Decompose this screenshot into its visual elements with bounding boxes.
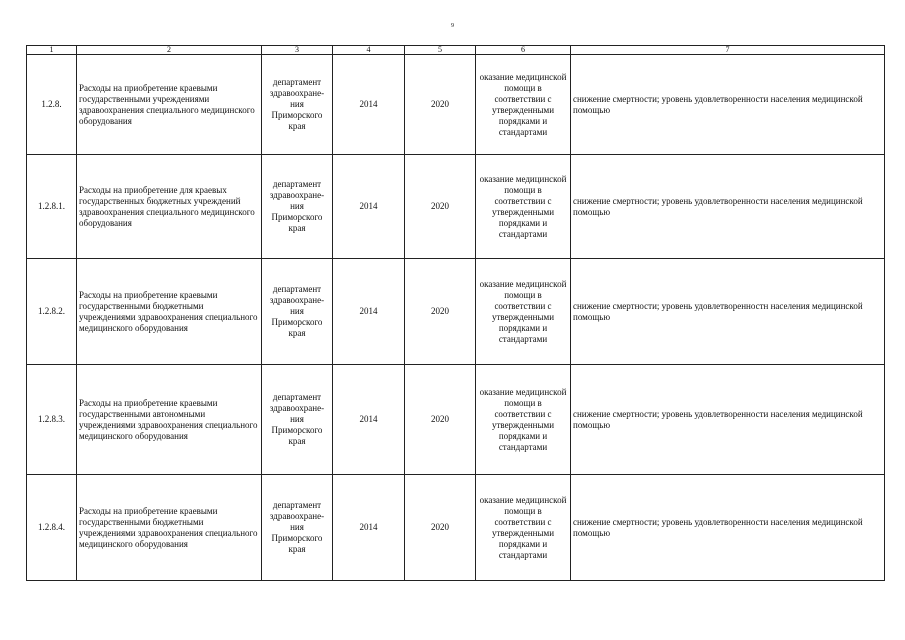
executor: департамент здравоохране- ния Приморского края — [262, 259, 333, 365]
executor: департамент здравоохране- ния Приморского края — [262, 365, 333, 475]
start-year: 2014 — [333, 155, 405, 259]
end-year: 2020 — [405, 365, 476, 475]
expected-result: оказание медицинской помощи в соответствии с утвержденными порядками и стандартами — [476, 365, 571, 475]
measure-name: Расходы на приобретение для краевых государственных бюджетных учреждений здравоохранения специального медицинского оборудования — [77, 155, 262, 259]
item-number: 1.2.8. — [27, 55, 77, 155]
indicators: снижение смертности; уровень удовлетворенности населения медицинской помощью — [571, 475, 885, 581]
expected-result: оказание медицинской помощи в соответствии с утвержденными порядками и стандартами — [476, 259, 571, 365]
measure-name: Расходы на приобретение краевыми государственными бюджетными учреждениями здравоохранения специального медицинского оборудования — [77, 259, 262, 365]
end-year: 2020 — [405, 155, 476, 259]
indicators: снижение смертности; уровень удовлетворенности населения медицинской помощью — [571, 365, 885, 475]
column-number-7: 7 — [571, 46, 885, 55]
table-row — [27, 155, 885, 259]
page-number: 9 — [451, 23, 454, 29]
measures-table — [26, 45, 885, 581]
end-year: 2020 — [405, 55, 476, 155]
start-year: 2014 — [333, 259, 405, 365]
expected-result: оказание медицинской помощи в соответствии с утвержденными порядками и стандартами — [476, 475, 571, 581]
table-row — [27, 259, 885, 365]
table-row — [27, 55, 885, 155]
executor: департамент здравоохране- ния Приморского края — [262, 475, 333, 581]
measure-name: Расходы на приобретение краевыми государственными бюджетными учреждениями здравоохранения специального медицинского оборудования — [77, 475, 262, 581]
expected-result: оказание медицинской помощи в соответствии с утвержденными порядками и стандартами — [476, 55, 571, 155]
indicators: снижение смертности; уровень удовлетворенности населения медицинской помощью — [571, 55, 885, 155]
column-number-5: 5 — [405, 46, 476, 55]
indicators: снижение смертности; уровень удовлетворенности населения медицинской помощью — [571, 155, 885, 259]
start-year: 2014 — [333, 475, 405, 581]
end-year: 2020 — [405, 259, 476, 365]
indicators: снижение смертности; уровень удовлетворенностн населения медицинской помощью — [571, 259, 885, 365]
item-number: 1.2.8.4. — [27, 475, 77, 581]
expected-result: оказание медицинской помощи в соответствии с утвержденными порядками и стандартами — [476, 155, 571, 259]
item-number: 1.2.8.2. — [27, 259, 77, 365]
column-number-2: 2 — [77, 46, 262, 55]
start-year: 2014 — [333, 55, 405, 155]
start-year: 2014 — [333, 365, 405, 475]
measure-name: Расходы на приобретение краевыми государственными автономными учреждениями здравоохранения специального медицинского оборудования — [77, 365, 262, 475]
table-row — [27, 475, 885, 581]
executor: департамент здравоохране- ния Приморского края — [262, 155, 333, 259]
item-number: 1.2.8.3. — [27, 365, 77, 475]
end-year: 2020 — [405, 475, 476, 581]
measure-name: Расходы на приобретение краевыми государственными учреждениями здравоохранения специального медицинского оборудования — [77, 55, 262, 155]
table-row — [27, 365, 885, 475]
table-header-row — [27, 46, 885, 55]
executor: департамент здравоохране- ния Приморского края — [262, 55, 333, 155]
column-number-3: 3 — [262, 46, 333, 55]
column-number-6: 6 — [476, 46, 571, 55]
column-number-1: 1 — [27, 46, 77, 55]
column-number-4: 4 — [333, 46, 405, 55]
item-number: 1.2.8.1. — [27, 155, 77, 259]
